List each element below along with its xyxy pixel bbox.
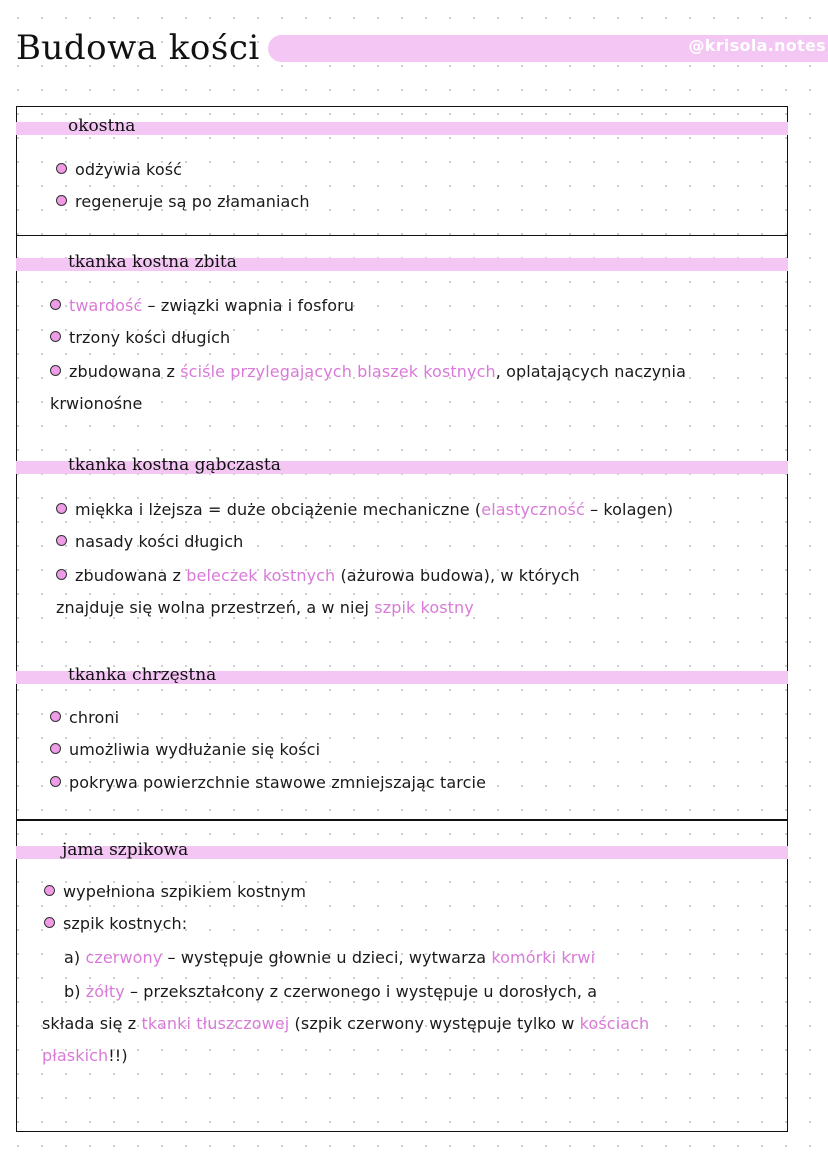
bullet-icon (50, 776, 61, 787)
bullet-icon (50, 365, 61, 376)
section-heading: okostna (68, 116, 136, 136)
list-item-continuation: znajduje się wolna przestrzeń, a w niej szpik kostny (56, 598, 474, 617)
section-heading: tkanka chrzęstna (68, 665, 217, 685)
section-heading: jama szpikowa (62, 840, 189, 860)
list-item: chroni (50, 708, 119, 727)
section-divider (16, 235, 788, 236)
list-item: miękka i lżejsza = duże obciążenie mechaniczne (elastyczność – kolagen) (56, 500, 673, 519)
list-item-continuation: płaskich!!) (42, 1046, 128, 1065)
sub-list-item: a) czerwony – występuje głownie u dzieci, wytwarza komórki krwi (64, 948, 596, 967)
section-heading: tkanka kostna zbita (68, 252, 237, 272)
list-item: zbudowana z beleczek kostnych (ażurowa budowa), w których (56, 566, 580, 585)
section-heading: tkanka kostna gąbczasta (68, 455, 281, 475)
list-item-continuation: krwionośne (50, 394, 143, 413)
section-divider (16, 820, 788, 821)
bullet-icon (50, 331, 61, 342)
list-item: twardość – związki wapnia i fosforu (50, 296, 354, 315)
notes-frame-bottom (16, 820, 788, 1132)
list-item: regeneruje są po złamaniach (56, 192, 310, 211)
bullet-icon (56, 195, 67, 206)
list-item: szpik kostnych: (44, 914, 187, 933)
bullet-icon (50, 743, 61, 754)
bullet-icon (50, 711, 61, 722)
bullet-icon (56, 503, 67, 514)
list-item: zbudowana z ściśle przylegających blaszek kostnych, oplatających naczynia (50, 362, 686, 381)
page-title: Budowa kości (16, 28, 260, 68)
sub-list-item: b) żółty – przekształcony z czerwonego i występuje u dorosłych, a (64, 982, 598, 1001)
bullet-icon (44, 917, 55, 928)
bullet-icon (56, 569, 67, 580)
list-item: pokrywa powierzchnie stawowe zmniejszając tarcie (50, 773, 486, 792)
bullet-icon (56, 535, 67, 546)
list-item: trzony kości długich (50, 328, 230, 347)
list-item: wypełniona szpikiem kostnym (44, 882, 306, 901)
list-item: umożliwia wydłużanie się kości (50, 740, 320, 759)
bullet-icon (50, 299, 61, 310)
watermark: @krisola.notes (688, 36, 826, 55)
list-item: odżywia kość (56, 160, 182, 179)
list-item: nasady kości długich (56, 532, 243, 551)
list-item-continuation: składa się z tkanki tłuszczowej (szpik czerwony występuje tylko w kościach (42, 1014, 650, 1033)
bullet-icon (44, 885, 55, 896)
bullet-icon (56, 163, 67, 174)
